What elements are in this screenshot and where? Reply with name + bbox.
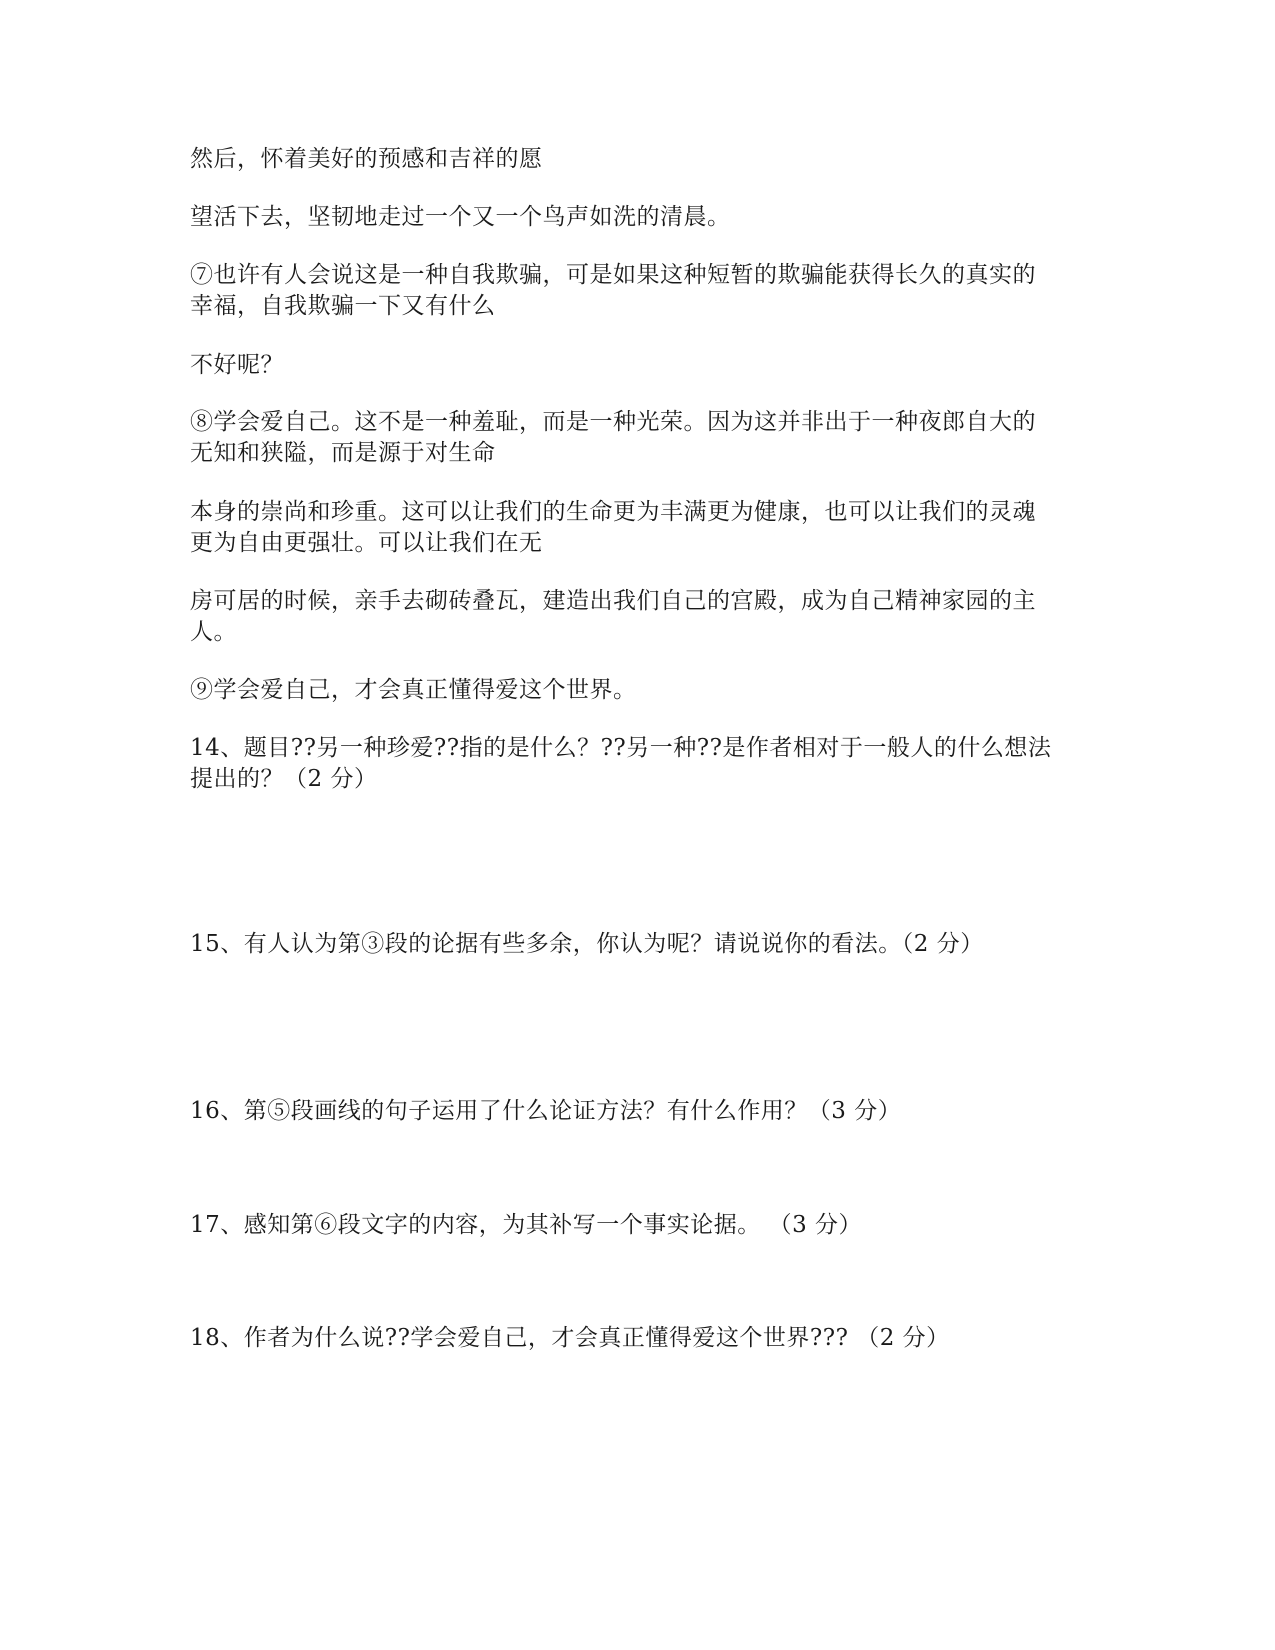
paragraph-line: 无知和狭隘，而是源于对生命 — [190, 440, 496, 466]
paragraph-line: ⑧学会爱自己。这不是一种羞耻，而是一种光荣。因为这并非出于一种夜郎自大的 — [190, 409, 1036, 435]
paragraph-line: ⑦也许有人会说这是一种自我欺骗，可是如果这种短暂的欺骗能获得长久的真实的 — [190, 262, 1036, 288]
paragraph-line: 更为自由更强壮。可以让我们在无 — [190, 530, 543, 556]
question-14-continued: 提出的？（2 分） — [190, 766, 378, 792]
question-17: 17、感知第⑥段文字的内容，为其补写一个事实论据。 （3 分） — [190, 1212, 863, 1238]
question-15: 15、有人认为第③段的论据有些多余，你认为呢？请说说你的看法。（2 分） — [190, 931, 984, 957]
paragraph-line: 房可居的时候，亲手去砌砖叠瓦，建造出我们自己的宫殿，成为自己精神家园的主 — [190, 588, 1036, 614]
paragraph-line: 幸福，自我欺骗一下又有什么 — [190, 293, 496, 319]
paragraph-line: 然后，怀着美好的预感和吉祥的愿 — [190, 146, 543, 172]
question-16: 16、第⑤段画线的句子运用了什么论证方法？有什么作用？（3 分） — [190, 1098, 902, 1124]
paragraph-line: 不好呢？ — [190, 352, 284, 378]
question-14: 14、题目??另一种珍爱??指的是什么？??另一种??是作者相对于一般人的什么想法 — [190, 735, 1052, 761]
paragraph-line: 本身的崇尚和珍重。这可以让我们的生命更为丰满更为健康，也可以让我们的灵魂 — [190, 499, 1036, 525]
paragraph-line: 望活下去，坚韧地走过一个又一个鸟声如洗的清晨。 — [190, 204, 731, 230]
paragraph-line: 人。 — [190, 619, 237, 645]
question-18: 18、作者为什么说??学会爱自己，才会真正懂得爱这个世界??? （2 分） — [190, 1325, 950, 1351]
paragraph-line: ⑨学会爱自己，才会真正懂得爱这个世界。 — [190, 677, 637, 703]
